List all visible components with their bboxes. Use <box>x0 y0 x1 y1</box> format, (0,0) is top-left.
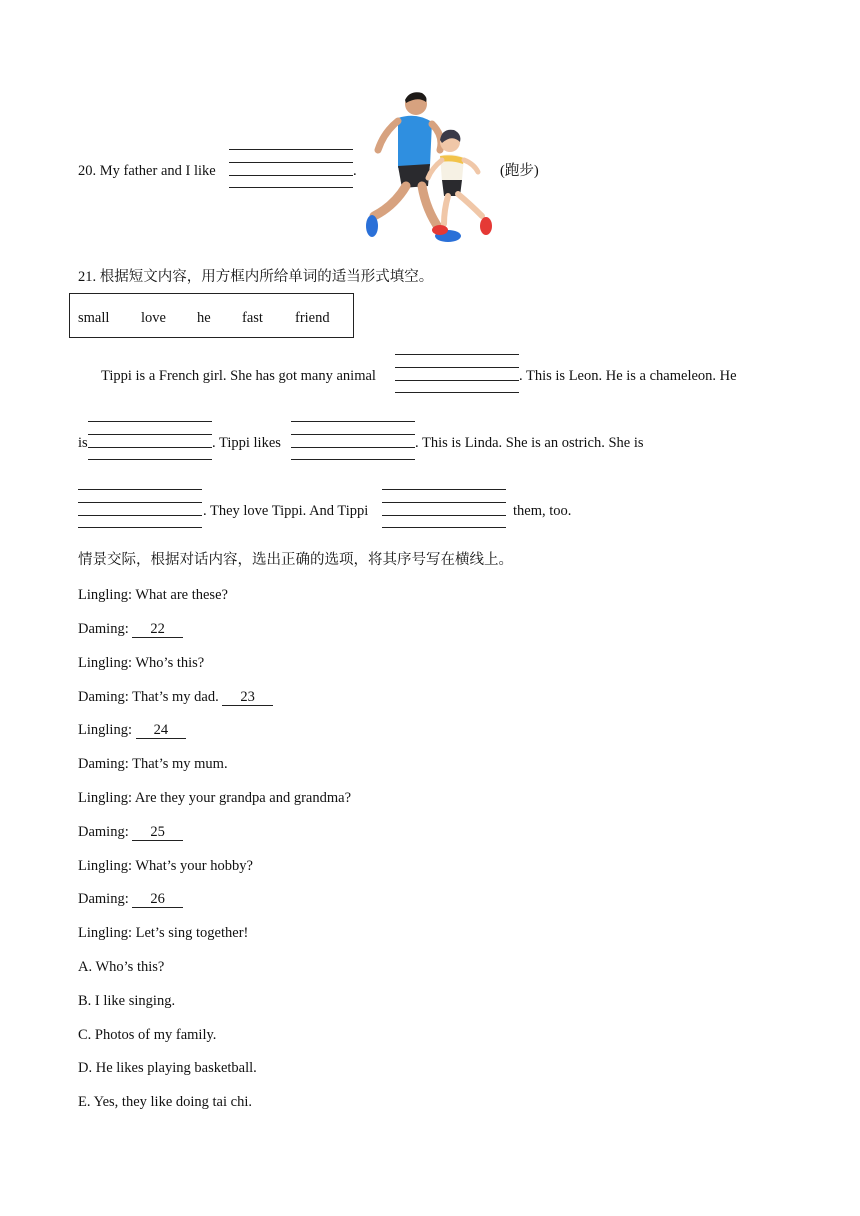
passage-text: them, too. <box>513 503 572 519</box>
dialogue-line: Lingling: Are they your grandpa and grandma? <box>78 790 352 806</box>
dialogue-line: Lingling: What’s your hobby? <box>78 858 253 874</box>
word-box-item: he <box>197 310 211 326</box>
dialogue-line: Daming: 26 <box>78 890 183 908</box>
answer-blank-24[interactable]: 24 <box>136 722 187 739</box>
dialogue-line: Lingling: Let’s sing together! <box>78 925 249 941</box>
word-box-item: love <box>141 310 166 326</box>
passage-text: . This is Leon. He is a chameleon. He <box>519 368 737 384</box>
option-c: C. Photos of my family. <box>78 1027 217 1043</box>
passage-text: Tippi is a French girl. She has got many animal <box>101 368 376 384</box>
q21-instruction: 21. 根据短文内容，用方框内所给单词的适当形式填空。 <box>78 269 434 285</box>
answer-blank-25[interactable]: 25 <box>132 824 183 841</box>
dialogue-instruction: 情景交际，根据对话内容，选出正确的选项，将其序号写在横线上。 <box>78 552 513 568</box>
dialogue-line: Daming: 25 <box>78 823 183 841</box>
word-box-item: fast <box>242 310 263 326</box>
option-b: B. I like singing. <box>78 993 176 1009</box>
running-father-son-illustration <box>360 88 498 250</box>
dialogue-line: Daming: That’s my mum. <box>78 756 228 772</box>
word-box <box>69 293 354 338</box>
q21-blank-3[interactable] <box>291 421 415 459</box>
dialogue-line: Daming: 22 <box>78 620 183 638</box>
dialogue-line: Daming: That’s my dad. 23 <box>78 688 273 706</box>
dialogue-line: Lingling: 24 <box>78 721 186 739</box>
option-d: D. He likes playing basketball. <box>78 1060 257 1076</box>
q21-blank-2[interactable] <box>88 421 212 459</box>
q21-blank-1[interactable] <box>395 354 519 392</box>
passage-text: . They love Tippi. And Tippi <box>203 503 369 519</box>
q20-answer-blank[interactable] <box>229 149 353 187</box>
dialogue-line: Lingling: Who’s this? <box>78 655 205 671</box>
option-a: A. Who’s this? <box>78 959 165 975</box>
dialogue-line: Lingling: What are these? <box>78 587 228 603</box>
answer-blank-22[interactable]: 22 <box>132 621 183 638</box>
passage-text: . Tippi likes <box>212 435 281 451</box>
passage-text: . This is Linda. She is an ostrich. She is <box>415 435 644 451</box>
word-box-item: friend <box>295 310 330 326</box>
answer-blank-23[interactable]: 23 <box>222 689 273 706</box>
q20-period: . <box>353 163 357 179</box>
q20-text: 20. My father and I like <box>78 163 216 179</box>
q21-blank-5[interactable] <box>382 489 506 527</box>
option-e: E. Yes, they like doing tai chi. <box>78 1094 252 1110</box>
answer-blank-26[interactable]: 26 <box>132 891 183 908</box>
q20-hint: (跑步) <box>500 163 539 179</box>
q21-blank-4[interactable] <box>78 489 202 527</box>
word-box-item: small <box>78 310 110 326</box>
passage-text: is <box>78 435 88 451</box>
